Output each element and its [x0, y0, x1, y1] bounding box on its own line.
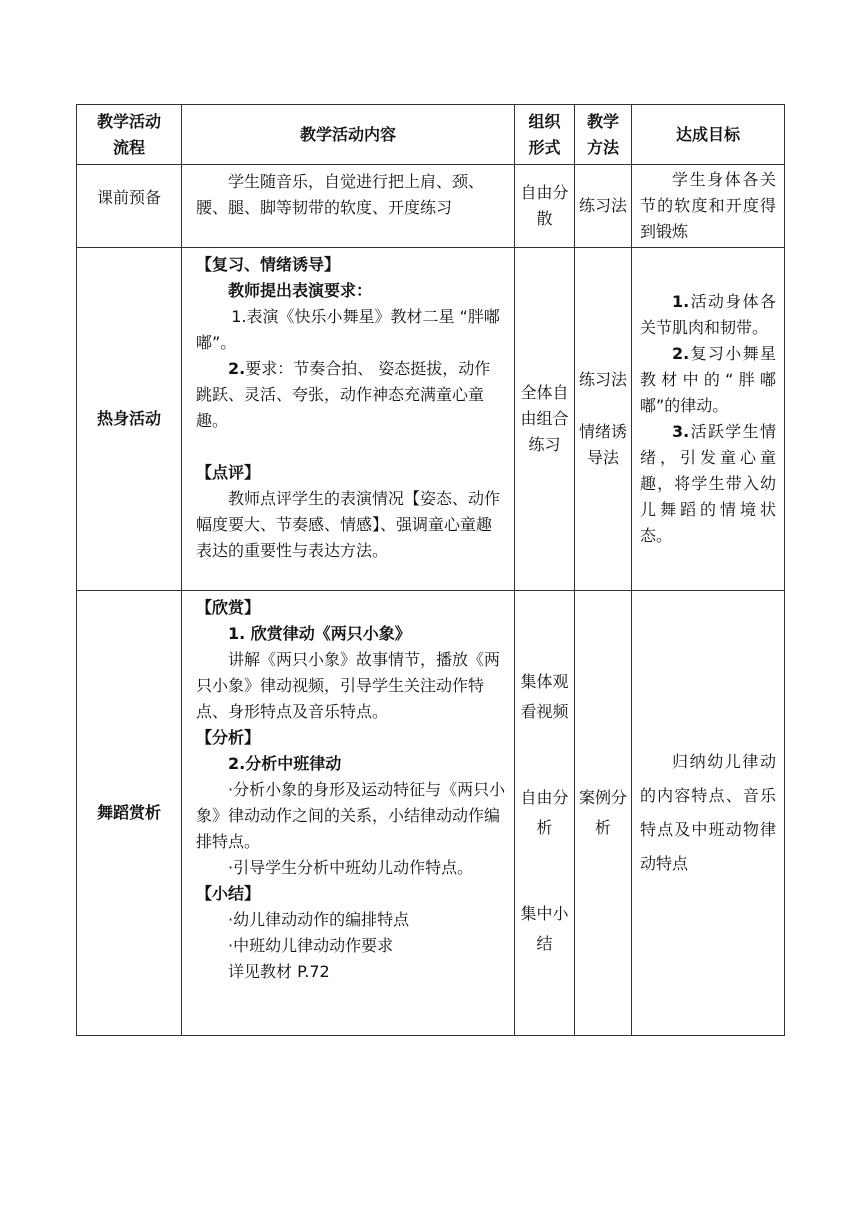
- content-text: 教师点评学生的表演情况【姿态、动作幅度要大、节奏感、情感】、强调童心童趣表达的重要性与表达方法。: [196, 489, 501, 560]
- header-method: 教学方法: [575, 105, 632, 165]
- content-text: ·中班幼儿律动动作要求: [228, 936, 394, 955]
- method-cell: [575, 248, 632, 591]
- goal-text: 学生身体各关节的软度和开度得到锻炼: [640, 170, 776, 241]
- goal-cell: [632, 591, 785, 1036]
- org-text: 自由分析: [520, 788, 569, 837]
- method-text: 情绪诱导法: [579, 422, 628, 467]
- header-content: 教学活动内容: [182, 105, 515, 165]
- header-flow: 教学活动流程: [77, 105, 182, 165]
- flow-cell: 热身活动: [77, 248, 182, 591]
- item-text: 活跃学生情绪，引发童心童趣，将学生带入幼儿舞蹈的情境状态。: [640, 422, 776, 545]
- item-number: 3.: [672, 422, 690, 441]
- content-cell: [182, 591, 515, 1036]
- content-text: 学生随音乐，自觉进行把上肩、颈、腰、腿、脚等韧带的软度、开度练习: [196, 172, 485, 217]
- content-text: ·引导学生分析中班幼儿动作特点。: [228, 858, 474, 877]
- method-cell: [575, 591, 632, 1036]
- method-text: 练习法: [579, 196, 628, 215]
- goal-text: [640, 341, 776, 419]
- goal-cell: [632, 165, 785, 248]
- spacer: [196, 434, 506, 460]
- flow-cell: 课前预备: [77, 165, 182, 248]
- content-cell: [182, 165, 515, 248]
- content-text: ·幼儿律动动作的编排特点: [228, 910, 410, 929]
- content-text: 2.分析中班律动: [228, 754, 342, 773]
- org-text: 集体观看视频: [520, 672, 569, 721]
- org-cell: [515, 591, 575, 1036]
- item-number: 1.: [672, 292, 690, 311]
- spacer: [519, 727, 570, 783]
- method-text: 案例分析: [579, 788, 628, 837]
- section-heading: 【小结】: [196, 884, 261, 903]
- content-text: 1.表演《快乐小舞星》教材二星 “胖嘟嘟”。: [196, 307, 500, 352]
- method-text: 练习法: [579, 370, 628, 389]
- item-text: 活动身体各关节肌肉和韧带。: [640, 292, 776, 337]
- flow-cell: 舞蹈赏析: [77, 591, 182, 1036]
- section-heading: 【点评】: [196, 463, 261, 482]
- section-heading: 【欣赏】: [196, 598, 261, 617]
- content-text: [196, 356, 506, 434]
- table-row-warmup: [77, 248, 785, 591]
- content-cell: [182, 248, 515, 591]
- item-text: 复习小舞星教材中的“胖嘟嘟”的律动。: [640, 344, 776, 415]
- content-text: 讲解《两只小象》故事情节，播放《两只小象》律动视频，引导学生关注动作特点、身形特点及音乐特点。: [196, 650, 501, 721]
- org-text: 集中小结: [520, 904, 569, 953]
- goal-text: 归纳幼儿律动的内容特点、音乐特点及中班动物律动特点: [640, 752, 776, 873]
- content-text: 详见教材 P.72: [228, 962, 330, 981]
- content-text: 1. 欣赏律动《两只小象》: [228, 624, 411, 643]
- content-text: 教师提出表演要求：: [228, 281, 373, 300]
- header-row: [77, 105, 785, 165]
- org-text: 全体自由组合练习: [520, 383, 569, 454]
- table-row-warmup-prep: [77, 165, 785, 248]
- header-goal: 达成目标: [632, 105, 785, 165]
- header-org: 组织形式: [515, 105, 575, 165]
- org-cell: [515, 248, 575, 591]
- spacer: [519, 843, 570, 899]
- goal-cell: [632, 248, 785, 591]
- org-text: 自由分散: [520, 183, 569, 228]
- item-number: 2.: [672, 344, 690, 363]
- content-text: ·分析小象的身形及运动特征与《两只小象》律动动作之间的关系，小结律动动作编排特点。: [196, 780, 506, 851]
- spacer: [579, 393, 627, 419]
- org-cell: [515, 165, 575, 248]
- section-heading: 【复习、情绪诱导】: [196, 255, 341, 274]
- method-cell: [575, 165, 632, 248]
- table-row-dance-appreciation: [77, 591, 785, 1036]
- section-heading: 【分析】: [196, 728, 261, 747]
- lesson-plan-table: [76, 104, 785, 1036]
- item-number: 2.: [228, 359, 246, 378]
- goal-text: [640, 289, 776, 341]
- item-text: 要求：节奏合拍、 姿态挺拔，动作跳跃、灵活、夸张，动作神态充满童心童趣。: [196, 359, 491, 430]
- goal-text: [640, 419, 776, 549]
